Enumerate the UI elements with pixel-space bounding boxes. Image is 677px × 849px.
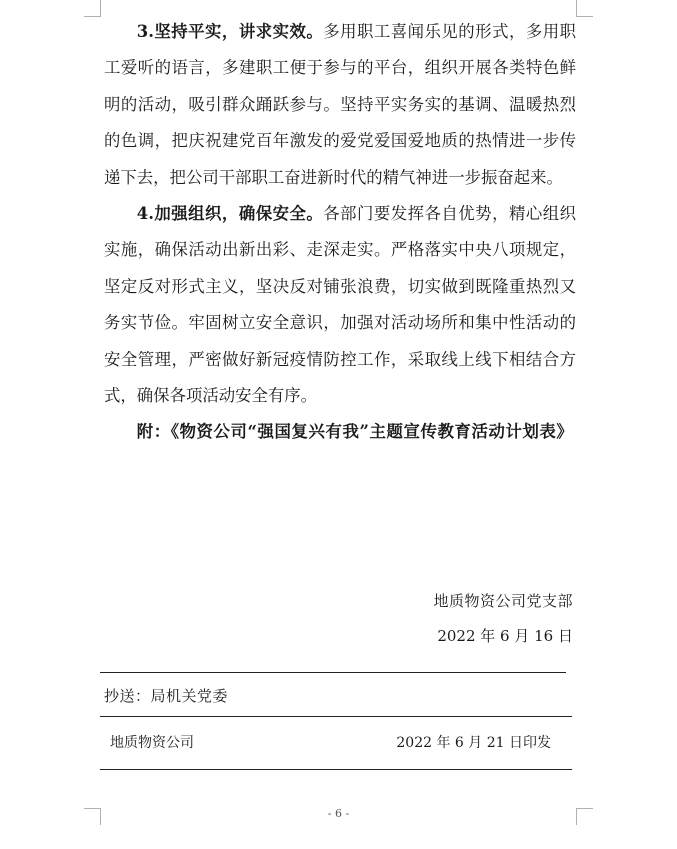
cc-line: 抄送：局机关党委	[104, 687, 229, 705]
crop-mark-top-left	[84, 0, 101, 17]
footer-rule-middle	[100, 716, 572, 717]
issue-date: 2022 年 6 月 21 日印发	[396, 735, 551, 751]
crop-mark-top-right	[576, 0, 593, 17]
footer-rule-bottom	[100, 769, 572, 770]
section-paragraph-3	[104, 14, 576, 196]
section-text: 各部门要发挥各自优势，精心组织实施，确保活动出新出彩、走深走实。严格落实中央八项规定，坚定反对形式主义，坚决反对铺张浪费，切实做到既隆重热烈又务实节俭。牢固树立安全意识，加强对活动场所和集中性活动的安全管理，严密做好新冠疫情防控工作，采取线上线下相结合方式，确保各项活动安全有序。	[104, 204, 576, 406]
issuer-name: 地质物资公司	[110, 735, 194, 751]
section-paragraph-4	[104, 196, 576, 414]
signature-organization: 地质物资公司党支部	[433, 592, 573, 610]
page-number: - 6 -	[327, 807, 350, 820]
signature-date: 2022 年 6 月 16 日	[437, 627, 573, 645]
section-heading: 4.加强组织，确保安全。	[136, 204, 324, 224]
attachment-note: 附：《物资公司“强国复兴有我”主题宣传教育活动计划表》	[136, 422, 574, 442]
document-body	[104, 14, 576, 451]
section-text: 多用职工喜闻乐见的形式，多用职工爱听的语言，多建职工便于参与的平台，组织开展各类特色鲜明的活动，吸引群众踊跃参与。坚持平实务实的基调、温暖热烈的色调，把庆祝建党百年激发的爱党爱国爱地质的热情进一步传递下去，把公司干部职工奋进新时代的精气神进一步振奋起来。	[104, 22, 576, 187]
footer-rule-top	[100, 672, 566, 673]
section-heading: 3.坚持平实，讲求实效。	[136, 22, 324, 41]
